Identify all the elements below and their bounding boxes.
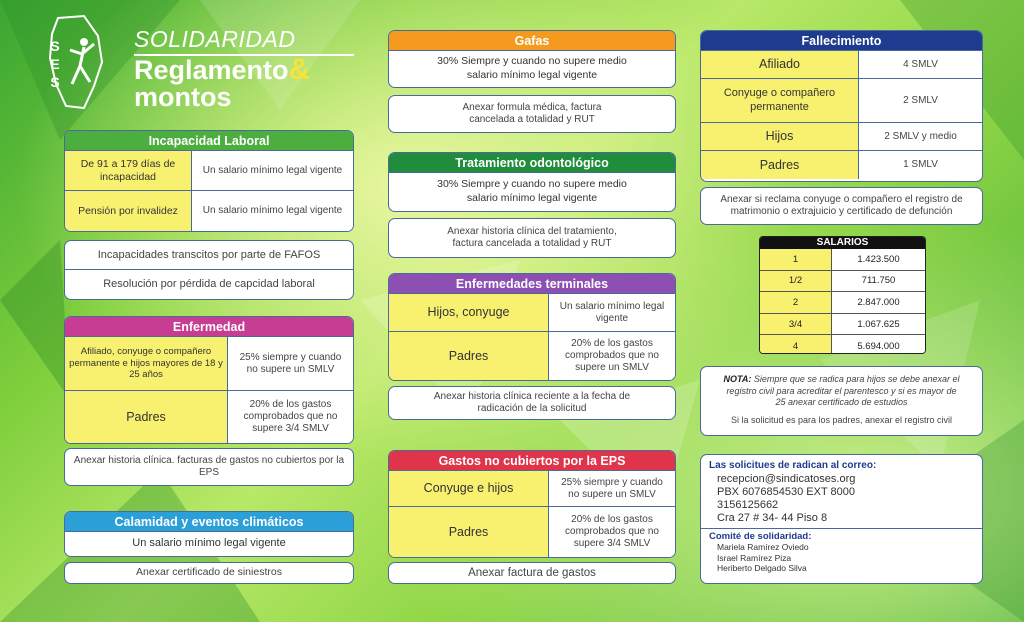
- title-reglamento: Reglamento: [134, 55, 289, 85]
- table-row: [389, 507, 675, 557]
- table-row: [389, 332, 675, 380]
- row-value: 25% siempre y cuando no supere un SMLV: [549, 471, 675, 506]
- table-row: [701, 51, 982, 79]
- row-value: 2 SMLV y medio: [859, 123, 982, 150]
- terminales-title: Enfermedades terminales: [389, 274, 675, 294]
- row-value: Un salario mínimo legal vigente: [192, 191, 353, 231]
- salario-factor: 1: [760, 249, 832, 270]
- comite-members: [709, 542, 974, 574]
- row-label: Hijos: [701, 123, 859, 150]
- odontologico-note: Anexar historia clínica del tratamiento, factura cancelada a totalidad y RUT: [388, 218, 676, 258]
- contacto-details: [709, 473, 974, 525]
- table-row: [701, 79, 982, 123]
- gastos-eps-note: Anexar factura de gastos: [388, 562, 676, 584]
- contacto-pbx: PBX 6076854530 EXT 8000: [717, 486, 856, 498]
- odontologico-card: [388, 152, 676, 212]
- table-row: [760, 249, 925, 271]
- table-row: [760, 335, 925, 354]
- incapacidad-card: [64, 130, 354, 232]
- terminales-note: Anexar historia clínica reciente a la fecha de radicación de la solicitud: [388, 386, 676, 420]
- calamidad-card: [64, 511, 354, 557]
- contacto-phone: 3156125662: [717, 499, 779, 511]
- comite-heading: Comité de solidaridad:: [709, 531, 812, 542]
- salario-amount: 711.750: [832, 271, 925, 292]
- nota-text2: Si la solicitud es para los padres, anexar el registro civil: [730, 414, 953, 425]
- calamidad-note: Anexar certificado de siniestros: [64, 562, 354, 584]
- row-value: 2 SMLV: [859, 79, 982, 122]
- logo-letters: [46, 38, 63, 92]
- salario-amount: 5.694.000: [832, 335, 925, 354]
- row-label: Afiliado: [701, 51, 859, 78]
- nota-box: [700, 366, 983, 436]
- contacto-heading: Las solicitues de radican al correo:: [709, 460, 877, 471]
- row-label: Padres: [65, 391, 228, 443]
- fallecimiento-title: Fallecimiento: [701, 31, 982, 51]
- row-label: Pensión por invalidez: [65, 191, 192, 231]
- salarios-title: SALARIOS: [760, 237, 925, 249]
- comite-member: Israel Ramírez Piza: [717, 552, 792, 563]
- salario-amount: 1.423.500: [832, 249, 925, 270]
- row-value: 1 SMLV: [859, 151, 982, 179]
- terminales-card: [388, 273, 676, 381]
- row-label: Padres: [389, 507, 549, 557]
- table-row: [65, 391, 353, 443]
- table-row: [65, 191, 353, 231]
- row-label: Padres: [701, 151, 859, 179]
- note-line: Incapacidades transcitos por parte de FAFOS: [65, 241, 353, 270]
- row-label: Conyuge e hijos: [389, 471, 549, 506]
- salario-factor: 3/4: [760, 314, 832, 335]
- note-line: Resolución por pérdida de capcidad laboral: [103, 278, 315, 290]
- contacto-email[interactable]: recepcion@sindicatoses.org: [717, 473, 856, 485]
- title-solidaridad: SOLIDARIDAD: [134, 26, 354, 56]
- logo: [44, 14, 106, 110]
- row-value: Un salario mínimo legal vigente: [192, 151, 353, 190]
- table-row: [760, 292, 925, 314]
- row-label: De 91 a 179 días de incapacidad: [65, 151, 192, 190]
- row-label: Conyuge o compañero permanente: [701, 79, 859, 122]
- logo-letter: SES: [47, 38, 63, 92]
- row-value: 20% de los gastos comprobados que no supere 3/4 SMLV: [549, 507, 675, 557]
- calamidad-value: Un salario mínimo legal vigente: [132, 537, 286, 549]
- salario-amount: 1.067.625: [832, 314, 925, 335]
- title-ampersand: &: [288, 53, 311, 86]
- odontologico-value: 30% Siempre y cuando no supere medio salario mínimo legal vigente: [437, 178, 627, 204]
- contacto-address: Cra 27 # 34- 44 Piso 8: [717, 512, 828, 524]
- salario-factor: 2: [760, 292, 832, 313]
- table-row: [760, 271, 925, 293]
- enfermedad-title: Enfermedad: [65, 317, 353, 337]
- calamidad-title: Calamidad y eventos climáticos: [65, 512, 353, 532]
- table-row: [389, 294, 675, 332]
- nota-text: Siempre que se radica para hijos se debe anexar el registro civil para acreditar el parentesco y si es mayor de 25 anexar certificado de estudios: [726, 374, 960, 407]
- salario-factor: 4: [760, 335, 832, 354]
- table-row: [65, 337, 353, 391]
- enfermedad-card: [64, 316, 354, 444]
- title-block: [134, 26, 359, 110]
- comite-member: Heriberto Delgado Silva: [717, 563, 807, 573]
- fallecimiento-note: Anexar si reclama conyuge o compañero el registro de matrimonio o extrajuicio y certificado de defunción: [700, 187, 983, 225]
- fallecimiento-card: [700, 30, 983, 182]
- incapacidad-notes: [64, 240, 354, 300]
- title-line2: [134, 53, 359, 86]
- salarios-table: [759, 236, 926, 354]
- row-value: 20% de los gastos comprobados que no supere 3/4 SMLV: [228, 391, 353, 443]
- table-row: [389, 471, 675, 507]
- table-row: [65, 151, 353, 191]
- row-value: 20% de los gastos comprobados que no supere un SMLV: [549, 332, 675, 380]
- gastos-eps-card: [388, 450, 676, 558]
- salario-factor: 1/2: [760, 271, 832, 292]
- row-label: Padres: [389, 332, 549, 380]
- gafas-card: [388, 30, 676, 88]
- row-label: Afiliado, conyuge o compañero permanente e hijos mayores de 18 y 25 años: [65, 337, 228, 390]
- row-value: 25% siempre y cuando no supere un SMLV: [228, 337, 353, 390]
- table-row: [701, 123, 982, 151]
- table-row: [760, 314, 925, 336]
- comite-member: Mariela Ramírez Oviedo: [717, 542, 809, 552]
- nota-label: NOTA:: [723, 374, 752, 384]
- row-value: Un salario mínimo legal vigente: [549, 294, 675, 331]
- incapacidad-title: Incapacidad Laboral: [65, 131, 353, 151]
- table-row: [701, 151, 982, 179]
- gastos-eps-title: Gastos no cubiertos por la EPS: [389, 451, 675, 471]
- row-value: 4 SMLV: [859, 51, 982, 78]
- nota-paragraph: [721, 374, 962, 409]
- contacto-box: [700, 454, 983, 584]
- enfermedad-note: Anexar historia clínica. facturas de gastos no cubiertos por la EPS: [64, 448, 354, 486]
- salario-amount: 2.847.000: [832, 292, 925, 313]
- contacto-divider: [701, 528, 982, 529]
- title-montos: montos: [134, 82, 232, 112]
- gafas-value: 30% Siempre y cuando no supere medio salario mínimo legal vigente: [437, 55, 627, 81]
- row-label: Hijos, conyuge: [389, 294, 549, 331]
- gafas-title: Gafas: [389, 31, 675, 51]
- odontologico-title: Tratamiento odontológico: [389, 153, 675, 173]
- gafas-note: Anexar formula médica, factura cancelada a totalidad y RUT: [388, 95, 676, 133]
